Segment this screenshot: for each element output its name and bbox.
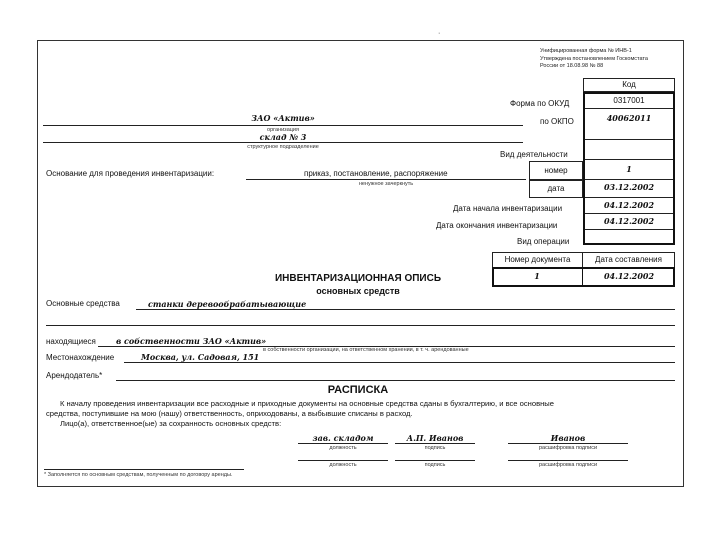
receipt-text-2: средства, поступившие на мою (нашу) ответственность, оприходованы, а выбывшие списаны в расход. [46,409,413,418]
okud-label: Форма по ОКУД [510,99,570,108]
org-unit: склад № 3 [259,132,307,142]
form-subtitle: основных средств [316,286,400,296]
assets-label: Основные средства [46,299,120,308]
located-value: в собственности ЗАО «Актив» [116,336,267,346]
number-label: номер [544,166,568,175]
okud-value: 0317001 [613,96,645,105]
position-caption-2: должность [329,462,357,468]
okpo-value: 40062011 [606,113,652,123]
header-line-1: Унифицированная форма № ИНВ-1 [540,48,632,54]
position-caption-1: должность [329,445,357,451]
doc-date-value: 04.12.2002 [603,271,655,281]
inv-end-value: 04.12.2002 [603,216,655,226]
org-unit-caption: структурное подразделение [247,144,319,150]
decoding-caption-1: расшифровка подписи [538,445,598,451]
basis-caption: ненужное зачеркнуть [358,181,414,187]
date-label: дата [547,184,565,193]
okpo-label: по ОКПО [540,117,574,126]
located-label: находящиеся [46,337,96,346]
header-line-3: России от 18.08.98 № 88 [540,63,604,69]
doc-number-header-label: Номер документа [504,255,571,264]
assets-value: станки деревообрабатывающие [148,299,307,309]
inv-start-label: Дата начала инвентаризации [453,204,563,213]
operation-label: Вид операции [517,237,570,246]
date-label-cell [529,180,583,198]
inventory-form [37,40,684,487]
signature-caption-1: подпись [424,445,446,451]
doc-number-value: 1 [534,271,540,281]
org-name-caption: организация [267,127,299,133]
doc-number-header [492,252,583,268]
org-name: ЗАО «Актив» [251,113,315,123]
kod-label: Код [622,80,636,89]
doc-date-header [582,252,675,268]
inv-end-label: Дата окончания инвентаризации [436,221,558,230]
signature-caption-2: подпись [424,462,446,468]
responsible-signature: А.П. Иванов [406,433,464,443]
activity-label: Вид деятельности [500,150,568,159]
number-label-cell [529,161,583,180]
decoding-caption-2: расшифровка подписи [538,462,598,468]
place-label: Местонахождение [46,353,115,362]
lessor-label: Арендодатель* [46,371,103,380]
footnote: * Заполняется по основным средствам, полученным по договору аренды. [44,472,233,478]
receipt-text-3: Лицо(а), ответственное(ые) за сохранность основных средств: [60,419,282,428]
responsible-name: Иванов [550,433,586,443]
header-line-2: Утверждена постановлением Госкомстата [540,55,648,62]
responsible-position: зав. складом [312,433,374,443]
basis-value: приказ, постановление, распоряжение [304,169,448,178]
located-caption: в собственности организации, на ответственном хранении, в т. ч. арендованные [263,347,469,353]
order-number-value: 1 [626,164,632,174]
place-value: Москва, ул. Садовая, 151 [141,352,260,362]
doc-date-header-label: Дата составления [595,255,662,264]
kod-header [583,78,675,92]
top-dot: · [438,30,441,37]
inv-start-value: 04.12.2002 [603,200,655,210]
form-title: ИНВЕНТАРИЗАЦИОННАЯ ОПИСЬ [274,273,442,284]
form-header [540,48,648,71]
basis-label: Основание для проведения инвентаризации: [46,169,215,178]
order-date-value: 03.12.2002 [603,182,655,192]
receipt-title: РАСПИСКА [327,384,389,396]
receipt-text-1: К началу проведения инвентаризации все расходные и приходные документы на основные средства сданы в бухгалтерию, и все основные [60,399,554,408]
